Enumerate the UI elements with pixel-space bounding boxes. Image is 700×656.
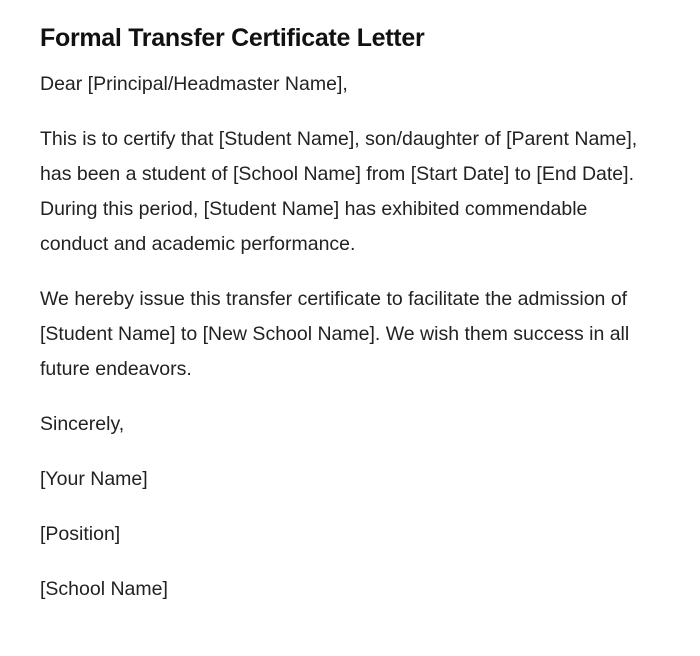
body-paragraph: We hereby issue this transfer certificate to facilitate the admission of [Student Name] to [New School Name]. We wish them success in all future endeavors.	[40, 288, 630, 380]
signature-name: [Your Name]	[40, 468, 148, 490]
letter	[40, 24, 650, 627]
letter-title: Formal Transfer Certificate Letter	[40, 24, 425, 52]
signature-position: [Position]	[40, 523, 121, 545]
body-paragraph: This is to certify that [Student Name], son/daughter of [Parent Name], has been a student of [School Name] from [Start Date] to [End Date]. During this period, [Student Name] has exhibited commendable conduct and academic performance.	[40, 128, 638, 255]
signature-school: [School Name]	[40, 578, 168, 600]
closing: Sincerely,	[40, 413, 125, 435]
salutation: Dear [Principal/Headmaster Name],	[40, 73, 348, 95]
